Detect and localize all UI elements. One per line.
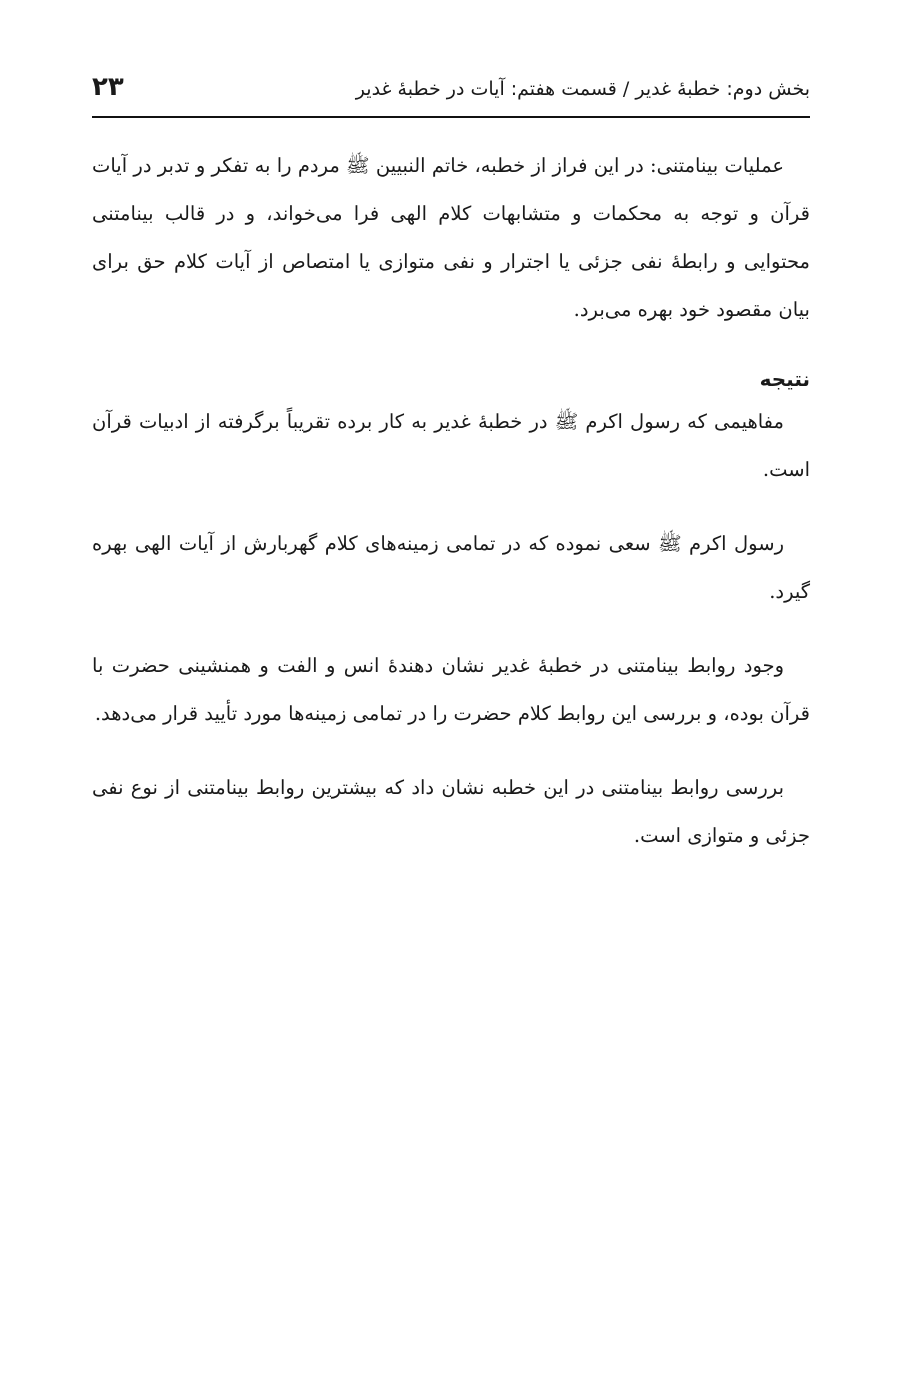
page-number: ۲۳ <box>92 72 124 102</box>
running-title: بخش دوم: خطبهٔ غدیر / قسمت هفتم: آیات در خطبهٔ غدیر <box>355 78 810 100</box>
page-header <box>92 68 810 118</box>
paragraph-conclusion-4: بررسی روابط بینامتنی در این خطبه نشان داد که بیشترین روابط بینامتنی از نوع نفی جزئی و متوازی است. <box>92 776 810 847</box>
paragraph-conclusion-1: مفاهیمی که رسول اکرم ﷺ در خطبهٔ غدیر به کار برده تقریباً برگرفته از ادبیات قرآن است. <box>92 410 810 481</box>
page-body <box>92 142 810 886</box>
paragraph-intertextual-operations: عملیات بینامتنی: در این فراز از خطبه، خاتم النبیین ﷺ مردم را به تفکر و تدبر در آیات قرآن و توجه به محکمات و متشابهات کلام الهی فرا می‌خواند، و در قالب بینامتنی محتوایی و رابطهٔ نفی جزئی یا اجترار و نفی متوازی یا امتصاص از آیات کلام حق برای بیان مقصود خود بهره می‌برد. <box>92 154 810 321</box>
section-heading-conclusion: نتیجه <box>759 367 810 391</box>
paragraph-conclusion-3: وجود روابط بینامتنی در خطبهٔ غدیر نشان دهندهٔ انس و الفت و همنشینی حضرت با قرآن بوده، و بررسی این روابط کلام حضرت را در تمامی زمینه‌ها مورد تأیید قرار می‌دهد. <box>92 654 810 725</box>
paragraph-conclusion-2: رسول اکرم ﷺ سعی نموده که در تمامی زمینه‌های کلام گهربارش از آیات الهی بهره گیرد. <box>92 532 810 603</box>
